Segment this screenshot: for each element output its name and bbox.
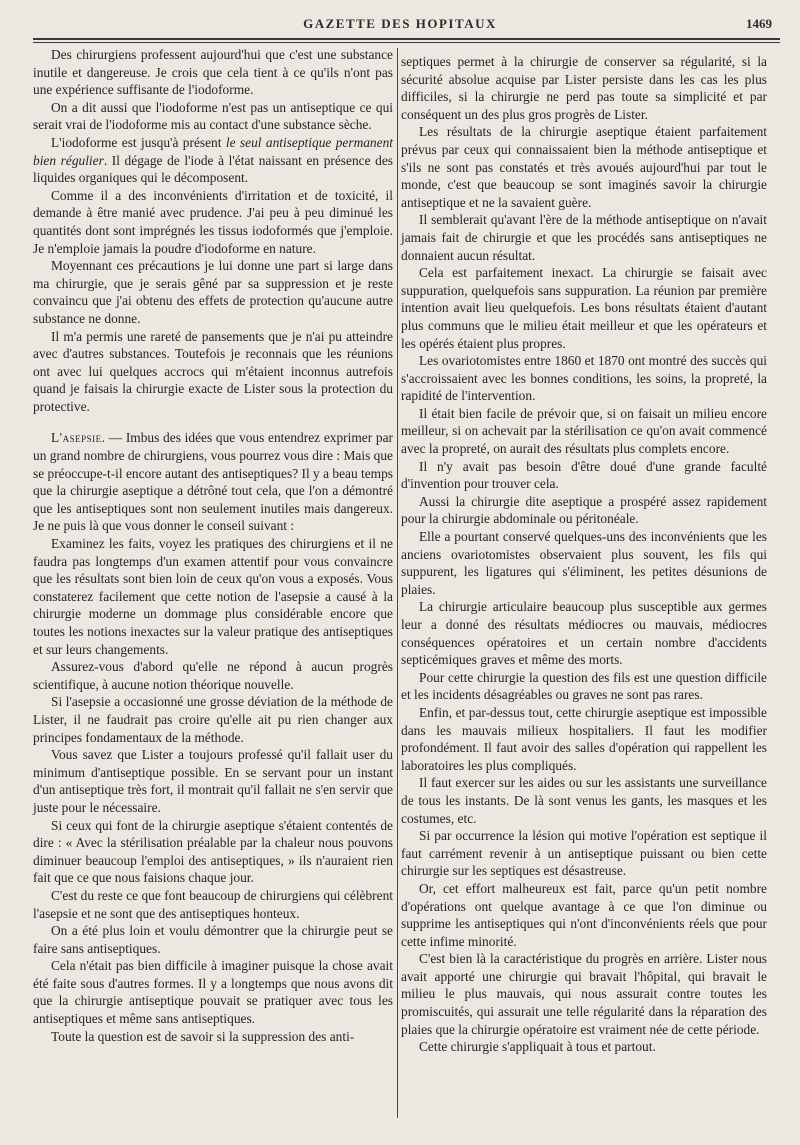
paragraph: Les ovariotomistes entre 1860 et 1870 ont montré des succès qui s'accroissaient avec les bonnes conditions, les soins, la propreté, la rapidité de l'intervention.: [401, 353, 767, 404]
paragraph: Vous savez que Lister a toujours professé qu'il fallait user du minimum d'antiseptique possible. En se servant pour un instant d'un antiseptique très fort, il montrait qu'il fallait ne s'en servir que juste pour le nécessaire.: [33, 747, 393, 815]
paragraph: Comme il a des inconvénients d'irritation et de toxicité, il demande à être manié avec prudence. J'ai peu à peu diminué les quantités dont sont imprégnés les tissus iodoformés que j'emploie. Je n'emploie jamais la poudre d'iodoforme en nature.: [33, 187, 393, 256]
header-rule-thick: [33, 38, 780, 40]
paragraph: Cette chirurgie s'appliquait à tous et partout.: [419, 1039, 656, 1055]
paragraph: Elle a pourtant conservé quelques-uns des inconvénients que les anciens ovariotomistes observaient plus souvent, les fils qui suppurent, les ligatures qui s'éliminent, les petites désunions de plaies.: [401, 529, 767, 597]
right-column: [401, 53, 767, 1056]
paragraph: Des chirurgiens professent aujourd'hui que c'est une substance inutile et dangereuse. Je crois que cela tient à ce qu'ils n'ont pas une expérience suffisante de l'iodoforme.: [33, 47, 393, 98]
paragraph: Il m'a permis une rareté de pansements que je n'ai pu atteindre avec d'autres substances. Toutefois je reconnais que les réunions ont avec lui quelques accrocs qui m'étaient inconnus autrefois quand je faisais la chirurgie exacte de Lister sous la protection du protective.: [33, 328, 393, 414]
paragraph: Il faut exercer sur les aides ou sur les assistants une surveillance de tous les instants. De là sont venus les gants, les masques et les costumes, etc.: [401, 775, 767, 826]
paragraph: Examinez les faits, voyez les pratiques des chirurgiens et il ne faudra pas longtemps d'un examen attentif pour vous convaincre que les résultats sont bien loin de ceux qu'on vous a exposés. Vous constaterez facilement que cette notion de l'asepsie a causé à la chirurgie moderne un dommage plus considérable encore que toutes les notions inexactes sur la valeur pratique des antiseptiques et sur leurs changements.: [33, 536, 393, 657]
paragraph: C'est du reste ce que font beaucoup de chirurgiens qui célèbrent l'asepsie et ne sont que des antiseptiques honteux.: [33, 887, 393, 921]
paragraph: Or, cet effort malheureux est fait, parce qu'un petit nombre d'opérations ont quelque avantage à ce que l'on diminue ou supprime les antiseptiques qui n'ont d'inconvénients réels que pour cette infime minorité.: [401, 880, 767, 949]
paragraph: Moyennant ces précautions je lui donne une part si large dans ma chirurgie, que je serais gêné par sa suppression et je reste convaincu que j'ai obtenu des effets de protection qu'aucune autre substance ne donne.: [33, 258, 393, 326]
section-heading: L'asepsie: [51, 430, 102, 446]
paragraph: Les résultats de la chirurgie aseptique étaient parfaitement prévus par ceux qui connaissaient bien la méthode antiseptique et s'ils ne sont pas constatés et très avoués aujourd'hui par tout le monde, c'est que beaucoup se sont imaginés savoir la chirurgie antiseptique et ne la savaient guère.: [401, 124, 767, 210]
page-header: [20, 12, 780, 34]
paragraph: La chirurgie articulaire beaucoup plus susceptible aux germes leur a donné des résultats médiocres ou mauvais, médiocres conséquences opératoires et un certain nombre d'accidents septicémiques graves et même des morts.: [401, 599, 767, 668]
paragraph: Il était bien facile de prévoir que, si on faisait un milieu encore meilleur, si on achevait par la stérilisation ce qu'on avait commencé avec la propreté, on aurait des résultats plus complets encore.: [401, 405, 767, 457]
paragraph: Cela n'était pas bien difficile à imaginer puisque la chose avait été faite sous d'autres formes. Il y a longtemps que nous avons dit que la chirurgie antiseptique pouvait se pratiquer avec tous les antiseptiques et même sans antiseptiques.: [33, 958, 393, 1027]
page-number: 1469: [746, 16, 772, 31]
paragraph: Pour cette chirurgie la question des fils est une question difficile et les incidents désagréables ou graves ne sont pas rares.: [401, 669, 767, 703]
paragraph: Si l'asepsie a occasionné une grosse déviation de la méthode de Lister, il ne faudrait pas croire qu'elle ait pu rien changer aux principes fondamentaux de la méthode.: [33, 694, 393, 745]
paragraph: Cela est parfaitement inexact. La chirurgie se faisait avec suppuration, quelquefois sans suppuration. La réunion par première intention avait lieu quelquefois. Les bons résultats étaient d'autant plus communs que le milieu était meilleur et que les opérateurs et les opérés étaient plus propres.: [401, 265, 767, 351]
paragraph: Si ceux qui font de la chirurgie aseptique s'étaient contentés de dire : « Avec la stérilisation préalable par la chaleur nous pouvons diminuer beaucoup l'emploi des antiseptiques, » ils n'auraient rien fait que ce que nous faisions chaque jour.: [33, 817, 393, 886]
journal-title: GAZETTE DES HOPITAUX: [303, 16, 497, 31]
column-divider: [397, 48, 398, 1118]
paragraph: Il n'y avait pas besoin d'être doué d'une grande faculté d'invention pour trouver cela.: [401, 458, 767, 492]
emphasis-text: le seul antiseptique permanent bien régulier: [33, 134, 393, 168]
paragraph: On a été plus loin et voulu démontrer que la chirurgie peut se faire sans antiseptiques.: [33, 923, 393, 956]
paragraph: [33, 134, 393, 187]
paragraph: Aussi la chirurgie dite aseptique a prospéré assez rapidement pour la chirurgie abdominale ou péritonéale.: [401, 493, 767, 527]
paragraph: On a dit aussi que l'iodoforme n'est pas un antiseptique ce qui serait vrai de l'iodoforme mis au contact d'une substance sèche.: [33, 99, 393, 133]
paragraph: Il semblerait qu'avant l'ère de la méthode antiseptique on n'avait jamais fait de chirurgie et que les procédés sans antiseptiques ne donnaient aucun résultat.: [401, 212, 767, 263]
left-column: [33, 41, 393, 1045]
paragraph: Si par occurrence la lésion qui motive l'opération est septique il faut carrément revenir à un antiseptique puissant ou bien cette chirurgie sur les septiques est désastreuse.: [401, 828, 767, 879]
paragraph: C'est bien là la caractéristique du progrès en arrière. Lister nous avait apporté une chirurgie qui bravait l'hôpital, qui bravait le milieu le plus mauvais, qui nous assurait contre toutes les promiscuités, qui assurait une telle régularité dans la réparation des plaies que la chirurgie opératoire est vraiment née de cette période.: [401, 951, 767, 1037]
paragraph: Toute la question est de savoir si la suppression des anti-: [51, 1028, 355, 1044]
paragraph-text: L'iodoforme est jusqu'à présent: [51, 134, 226, 150]
paragraph: Enfin, et par-dessus tout, cette chirurgie aseptique est impossible dans les mauvais milieux hospitaliers. Il faut les modifier profondément. Il faut avoir des salles d'opération qui rappellent les laboratoires les plus compliqués.: [401, 704, 767, 773]
paragraph-text: . Il dégage de l'iode à l'état naissant en présence des liquides organiques qui le décomposent.: [33, 152, 393, 186]
section-paragraph: [33, 429, 393, 535]
paragraph-text: . — Imbus des idées que vous entendrez exprimer par un grand nombre de chirurgiens, vous pourrez vous dire : Mais que se préoccupe-t-il encore autant des antiseptiques? Il y a beau temps que la chirurgie aseptique a détrôné tout cela, que l'on a démontré que les antiseptiques sont non seulement inutiles mais dangereux. Je ne puis là que vous donner le conseil suivant :: [33, 430, 393, 534]
paragraph: Assurez-vous d'abord qu'elle ne répond à aucun progrès scientifique, à aucune notion théorique nouvelle.: [33, 659, 393, 692]
paragraph: septiques permet à la chirurgie de conserver sa régularité, si la sécurité absolue acquise par Lister persiste dans les cas les plus difficiles, si la chirurgie ne perd pas toute sa simplicité et par conséquent un des plus gros progrès de Lister.: [401, 54, 767, 122]
